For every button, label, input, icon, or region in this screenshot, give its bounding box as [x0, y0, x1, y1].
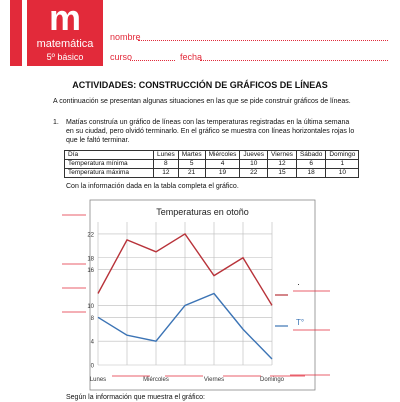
name-field[interactable]	[138, 40, 388, 41]
intro-text: A continuación se presentan algunas situaciones en las que se pide construir gráficos de líneas.	[53, 98, 351, 105]
date-label: fecha	[180, 52, 203, 62]
y-tick-label: 22	[87, 232, 94, 239]
table-header-cell: Viernes	[268, 151, 297, 160]
table-cell: 18	[296, 169, 325, 178]
table-row-label: Temperatura máxima	[65, 169, 154, 178]
x-tick-label: Viernes	[203, 377, 225, 383]
table-cell: 10	[240, 160, 268, 169]
exercise-number: 1.	[53, 119, 59, 126]
table-cell: 19	[205, 169, 240, 178]
y-tick-label: 10	[87, 303, 94, 310]
table-header-cell: Día	[65, 151, 154, 160]
table-row-label: Temperatura mínima	[65, 160, 154, 169]
exercise-text: Matías construía un gráfico de líneas con las temperaturas registradas en la última semana en su ciudad, pero olvidó terminarlo. En el gráfico se muestra con líneas horizontales rojas lo que le faltó terminar.	[66, 119, 355, 144]
table-header-row	[65, 151, 359, 160]
table-row	[65, 160, 359, 169]
temperature-line-chart	[0, 195, 400, 395]
table-header-cell: Domingo	[326, 151, 359, 160]
table-header-cell: Sábado	[296, 151, 325, 160]
table-cell: 1	[326, 160, 359, 169]
brand-name: matemática	[36, 38, 94, 50]
activity-title: ACTIVIDADES: CONSTRUCCIÓN DE GRÁFICOS DE LÍNEAS	[72, 80, 328, 90]
worksheet-header	[0, 0, 400, 70]
y-tick-label: 18	[87, 256, 94, 263]
x-tick-label: Miércoles	[143, 377, 169, 383]
table-cell: 22	[240, 169, 268, 178]
date-field[interactable]	[200, 60, 388, 61]
name-label: nombre	[110, 32, 141, 42]
table-header-cell: Miércoles	[205, 151, 240, 160]
chart-title: Temperaturas en otoño	[156, 207, 249, 217]
table-cell: 21	[178, 169, 205, 178]
legend-label: ·	[297, 279, 300, 289]
table-cell: 5	[178, 160, 205, 169]
x-tick-label: Lunes	[89, 377, 107, 383]
table-header-cell: Lunes	[154, 151, 179, 160]
temperature-table	[64, 150, 359, 178]
table-row	[65, 169, 359, 178]
y-tick-label: 0	[90, 363, 94, 370]
table-header-cell: Jueves	[240, 151, 268, 160]
course-field[interactable]	[130, 60, 175, 61]
table-header-cell: Martes	[178, 151, 205, 160]
brand-block	[27, 0, 103, 66]
x-tick-label: Domingo	[259, 377, 285, 383]
table-cell: 4	[205, 160, 240, 169]
table-cell: 6	[296, 160, 325, 169]
table-cell: 15	[268, 169, 297, 178]
table-cell: 8	[154, 160, 179, 169]
brand-strip	[10, 0, 22, 66]
y-tick-label: 4	[90, 339, 94, 346]
table-cell: 12	[154, 169, 179, 178]
grade-label: 5º básico	[46, 52, 84, 62]
chart-instruction: Con la información dada en la tabla completa el gráfico.	[66, 183, 239, 190]
legend-label: T°	[296, 318, 305, 327]
followup-text: Según la información que muestra el gráfico:	[66, 394, 205, 401]
y-tick-label: 8	[90, 315, 94, 322]
table-cell: 10	[326, 169, 359, 178]
brand-logo: m	[48, 0, 81, 38]
table-cell: 12	[268, 160, 297, 169]
course-label: curso	[110, 52, 133, 62]
y-tick-label: 16	[87, 268, 94, 275]
